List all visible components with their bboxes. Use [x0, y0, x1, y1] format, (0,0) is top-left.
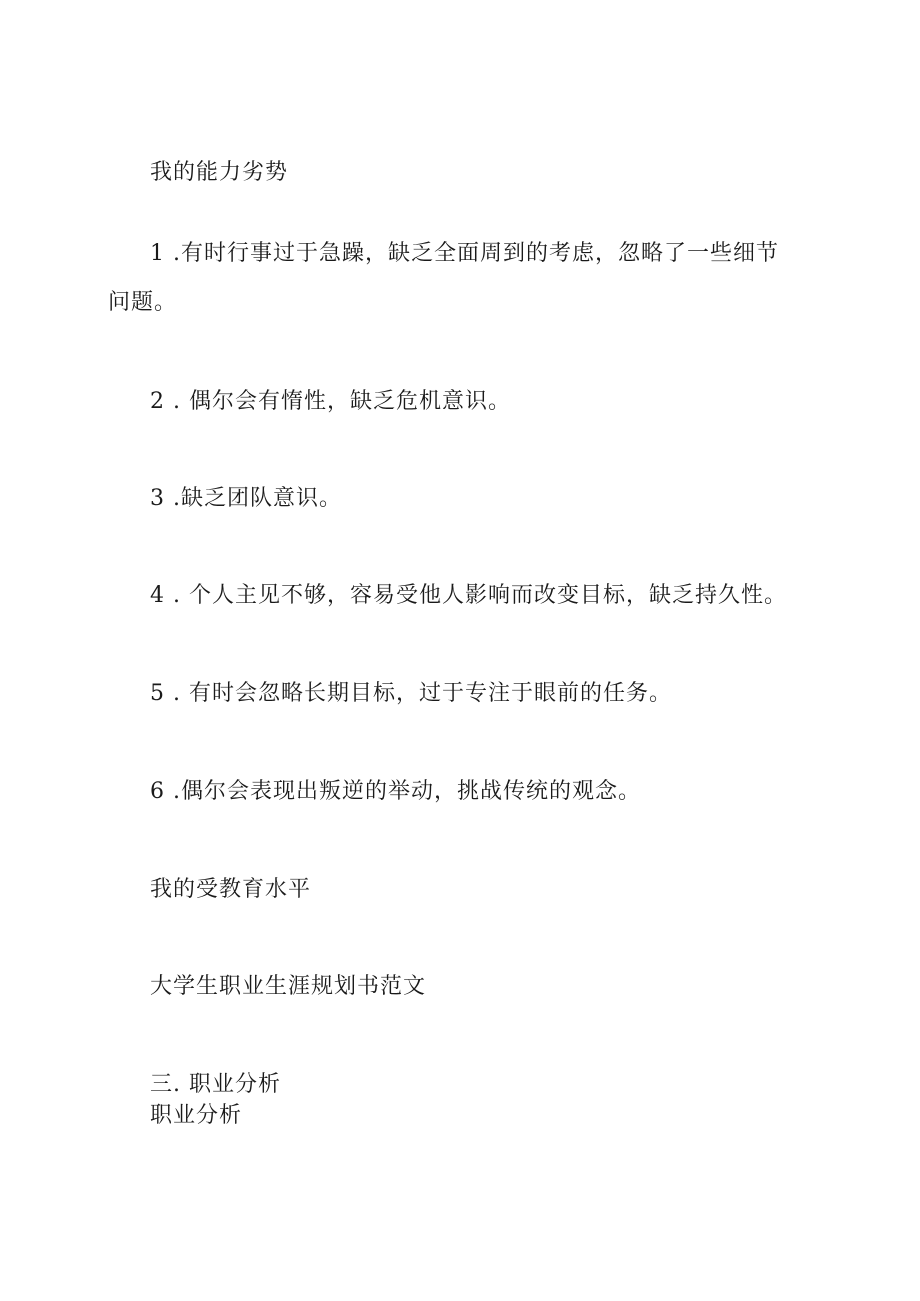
document-title: 大学生职业生涯规划书范文: [150, 974, 427, 999]
heading-education: 我的受教育水平: [150, 877, 312, 902]
section-title: 职业分析: [150, 1103, 243, 1128]
list-item-6: 6 .偶尔会表现出叛逆的举动，挑战传统的观念。: [150, 779, 641, 804]
list-item-3: 3 .缺乏团队意识。: [150, 486, 342, 511]
list-item-2: 2 . 偶尔会有惰性，缺乏危机意识。: [150, 389, 511, 414]
heading-weakness: 我的能力劣势: [150, 160, 289, 185]
list-item-1: 1 .有时行事过于急躁，缺乏全面周到的考虑，忽略了一些细节: [150, 241, 779, 266]
list-item-5: 5 . 有时会忽略长期目标，过于专注于眼前的任务。: [150, 681, 672, 706]
section-number-title: 三. 职业分析: [150, 1072, 281, 1097]
list-item-1-continuation: 问题。: [108, 290, 178, 315]
list-item-4: 4 . 个人主见不够，容易受他人影响而改变目标，缺乏持久性。: [150, 583, 787, 608]
